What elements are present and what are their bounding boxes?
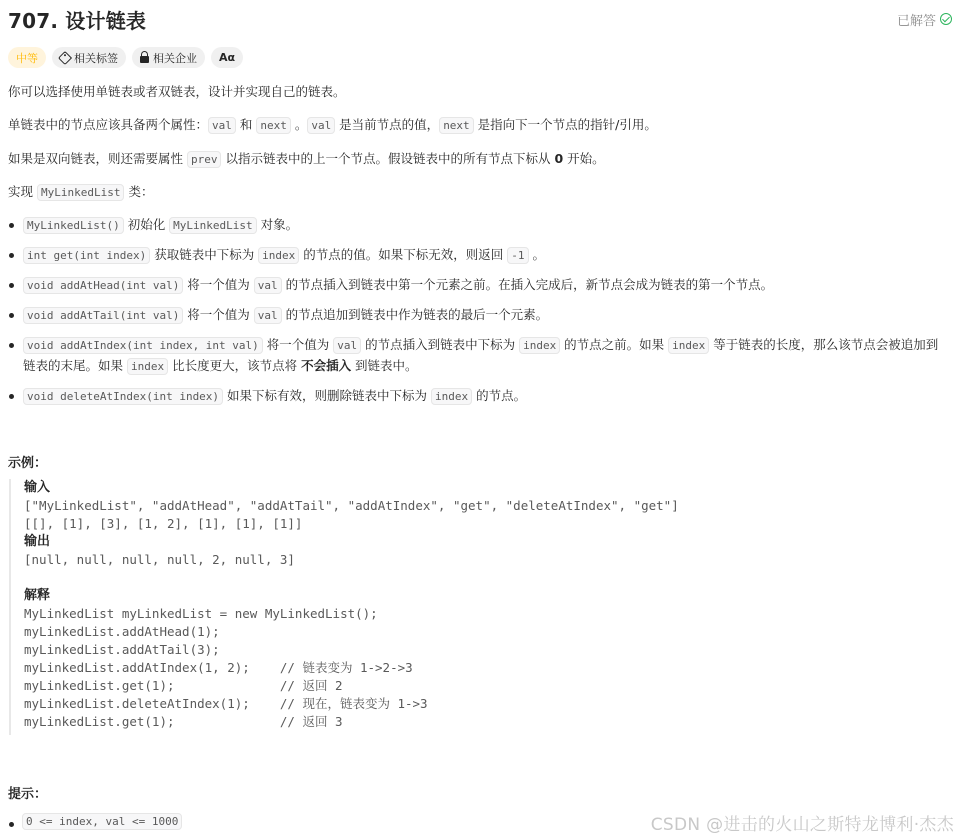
- inline-code: next: [256, 117, 291, 134]
- explain-line: MyLinkedList myLinkedList = new MyLinkedList();: [24, 606, 378, 621]
- inline-code: val: [307, 117, 335, 134]
- inline-code: val: [254, 277, 282, 294]
- inline-code: index: [127, 358, 168, 375]
- explain-line: myLinkedList.deleteAtIndex(1); // 现在，链表变为 1->3: [24, 696, 428, 711]
- inline-code: int get(int index): [23, 247, 150, 264]
- list-text: 的节点追加到链表中作为链表的最后一个元素。: [281, 307, 549, 322]
- explain-label: 解释: [24, 588, 51, 603]
- list-text: 比长度更大，该节点将: [168, 358, 302, 373]
- output-label: 输出: [24, 534, 51, 549]
- list-text: 的节点。: [472, 388, 527, 403]
- inline-code: 0 <= index, val <= 1000: [22, 813, 182, 830]
- list-text: 获取链表中下标为: [150, 247, 259, 262]
- inline-code: val: [254, 307, 282, 324]
- list-text: 将一个值为: [183, 307, 254, 322]
- description-text: 实现: [8, 184, 37, 199]
- input-line: ["MyLinkedList", "addAtHead", "addAtTail", "addAtIndex", "get", "deleteAtIndex", "get"]: [24, 498, 679, 513]
- description-text: 以指示链表中的上一个节点。假设链表中的所有节点下标从: [221, 151, 555, 166]
- list-text: 的节点插入到链表中下标为: [361, 337, 520, 352]
- list-item: [8, 275, 948, 296]
- list-text: 。: [528, 247, 545, 262]
- inline-code: -1: [507, 247, 528, 264]
- list-item: [8, 386, 948, 407]
- inline-code: prev: [187, 151, 222, 168]
- watermark: CSDN @进击的火山之斯特龙博利·杰杰: [650, 815, 954, 835]
- tag-icon: [58, 50, 72, 64]
- bullet-icon: [9, 822, 14, 827]
- description-text: 单链表中的节点应该具备两个属性：: [8, 117, 209, 132]
- description-paragraph-3: [8, 150, 605, 169]
- list-item: [8, 245, 948, 266]
- font-size-button[interactable]: [211, 47, 243, 68]
- inline-code: index: [668, 337, 709, 354]
- title-row: [8, 6, 952, 32]
- related-tags-button[interactable]: [52, 47, 126, 68]
- inline-code: val: [333, 337, 361, 354]
- description-text: 如果是双向链表，则还需要属性: [8, 151, 187, 166]
- font-icon: Aα: [219, 51, 236, 64]
- inline-code: index: [258, 247, 299, 264]
- description-paragraph-1: [8, 83, 346, 101]
- solved-status: [897, 10, 952, 29]
- solved-label: 已解答: [896, 13, 936, 29]
- list-text: 如果下标有效，则删除链表中下标为: [223, 388, 432, 403]
- inline-code: index: [519, 337, 560, 354]
- list-item: [8, 335, 948, 377]
- list-text: 初始化: [123, 217, 170, 232]
- inline-code: val: [208, 117, 236, 134]
- description-text: 和: [235, 117, 257, 132]
- description-text: 。: [290, 117, 308, 132]
- explain-line: myLinkedList.get(1); // 返回 2: [24, 678, 343, 693]
- explain-line: myLinkedList.addAtHead(1);: [24, 624, 220, 639]
- description-paragraph-2: [8, 116, 657, 135]
- input-line: [[], [1], [3], [1, 2], [1], [1], [1]]: [24, 516, 303, 531]
- difficulty-label: 中等: [16, 51, 38, 65]
- difficulty-badge: [8, 47, 46, 68]
- explain-line: myLinkedList.addAtIndex(1, 2); // 链表变为 1->2->3: [24, 660, 413, 675]
- description-text: 开始。: [563, 151, 605, 166]
- inline-code: void addAtHead(int val): [23, 277, 183, 294]
- list-text: 的节点的值。如果下标无效，则返回: [299, 247, 508, 262]
- list-item: [8, 215, 948, 236]
- list-text: 的节点插入到链表中第一个元素之前。在插入完成后，新节点会成为链表的第一个节点。: [281, 277, 774, 292]
- inline-code: next: [439, 117, 474, 134]
- description-text: 是指向下一个节点的指针/引用。: [473, 117, 657, 132]
- description-paragraph-4: [8, 183, 153, 202]
- input-label: 输入: [24, 480, 51, 495]
- related-tags-label: 相关标签: [74, 51, 118, 65]
- list-text: 等于链表的长度，那么该节点会被追加到链表的末尾。如果: [23, 337, 939, 373]
- description-text: 是当前节点的值，: [335, 117, 440, 132]
- hint-item: [22, 814, 182, 829]
- inline-code: MyLinkedList(): [23, 217, 124, 234]
- check-circle-icon: [940, 13, 952, 25]
- example-block: [9, 479, 709, 735]
- inline-code: MyLinkedList: [169, 217, 256, 234]
- explain-line: myLinkedList.get(1); // 返回 3: [24, 714, 343, 729]
- bold-text: 0: [554, 151, 564, 166]
- list-text: 的节点之前。如果: [560, 337, 669, 352]
- bold-text: 不会插入: [301, 358, 352, 373]
- list-text: 到链表中。: [351, 358, 418, 373]
- list-text: 对象。: [256, 217, 299, 232]
- inline-code: index: [431, 388, 472, 405]
- method-list: [8, 215, 948, 416]
- description-text: 你可以选择使用单链表或者双链表，设计并实现自己的链表。: [8, 84, 346, 99]
- spacer: [24, 569, 709, 587]
- description-text: 类：: [124, 184, 154, 199]
- tag-bar: [8, 47, 243, 68]
- hints-heading: 提示：: [8, 787, 48, 802]
- output-line: [null, null, null, null, 2, null, 3]: [24, 552, 295, 567]
- list-text: 将一个值为: [183, 277, 254, 292]
- lock-icon: [140, 56, 149, 63]
- explain-line: myLinkedList.addAtTail(3);: [24, 642, 220, 657]
- inline-code: void addAtIndex(int index, int val): [23, 337, 263, 354]
- inline-code: void deleteAtIndex(int index): [23, 388, 223, 405]
- example-heading: 示例：: [8, 456, 48, 471]
- problem-title[interactable]: 707. 设计链表: [8, 8, 147, 33]
- related-companies-button[interactable]: [132, 47, 205, 68]
- inline-code: MyLinkedList: [37, 184, 124, 201]
- inline-code: void addAtTail(int val): [23, 307, 183, 324]
- list-item: [8, 305, 948, 326]
- list-text: 将一个值为: [262, 337, 334, 352]
- related-companies-label: 相关企业: [153, 51, 197, 65]
